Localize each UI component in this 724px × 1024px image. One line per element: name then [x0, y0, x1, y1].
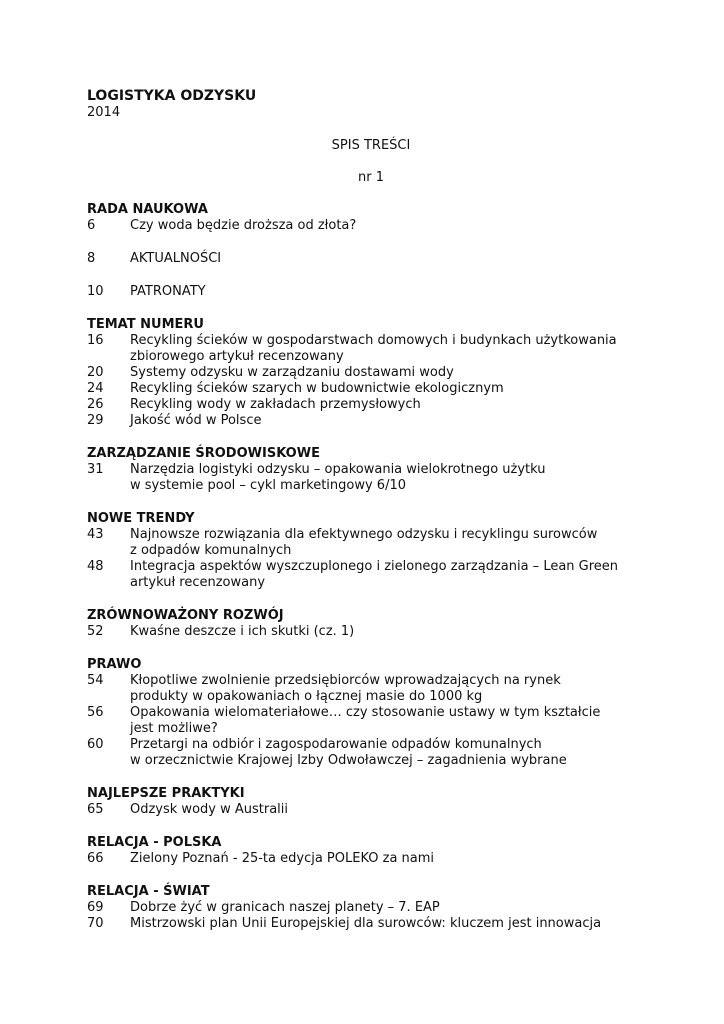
toc-section: [87, 511, 647, 591]
toc-entry: [87, 284, 647, 300]
toc-entry: [87, 916, 647, 932]
toc-section: [87, 786, 647, 818]
entry-page-number: 6: [87, 218, 96, 233]
section-gap: [87, 267, 647, 284]
journal-title: LOGISTYKA ODZYSKU: [87, 88, 257, 104]
section-title: TEMAT NUMERU: [87, 317, 204, 332]
toc-entry: [87, 851, 647, 867]
section-title: NOWE TRENDY: [87, 511, 195, 526]
entry-page-number: 20: [87, 365, 104, 380]
section-gap: [87, 867, 647, 884]
toc-section: [87, 202, 647, 234]
toc-entry: [87, 673, 647, 705]
toc-section: [87, 835, 647, 867]
toc-entry: [87, 365, 647, 381]
entry-title: Integracja aspektów wyszczuplonego i zielonego zarządzania – Lean Green artykuł recenzowany: [130, 559, 619, 590]
section-title: NAJLEPSZE PRAKTYKI: [87, 786, 245, 801]
section-gap: [87, 818, 647, 835]
toc-entry: [87, 397, 647, 413]
toc-entry: [87, 333, 647, 365]
entry-title: Zielony Poznań - 25-ta edycja POLEKO za nami: [130, 851, 435, 866]
toc-entry: [87, 737, 647, 769]
section-gap: [87, 769, 647, 786]
toc-section: [87, 251, 647, 267]
toc-entry: [87, 527, 647, 559]
section-gap: [87, 234, 647, 251]
entry-page-number: 10: [87, 284, 104, 299]
toc-entry: [87, 802, 647, 818]
entry-title: Jakość wód w Polsce: [130, 413, 262, 428]
section-title: RELACJA - POLSKA: [87, 835, 222, 850]
toc-entry: [87, 900, 647, 916]
entry-page-number: 69: [87, 900, 104, 915]
entry-page-number: 24: [87, 381, 104, 396]
entry-title: Odzysk wody w Australii: [130, 802, 289, 817]
publication-year: 2014: [87, 105, 121, 120]
section-gap: [87, 429, 647, 446]
entry-page-number: 43: [87, 527, 104, 542]
toc-section: [87, 657, 647, 769]
section-title: PRAWO: [87, 657, 142, 672]
toc-section: [87, 446, 647, 494]
entry-page-number: 48: [87, 559, 104, 574]
entry-title: Systemy odzysku w zarządzaniu dostawami wody: [130, 365, 454, 380]
toc-entry: [87, 251, 647, 267]
section-title: RELACJA - ŚWIAT: [87, 884, 210, 899]
entry-page-number: 70: [87, 916, 104, 931]
entry-page-number: 29: [87, 413, 104, 428]
toc-entry: [87, 705, 647, 737]
entry-page-number: 16: [87, 333, 104, 348]
entry-title: Kłopotliwe zwolnienie przedsiębiorców wprowadzających na rynek produkty w opakowaniach o łącznej masie do 1000 kg: [130, 673, 561, 704]
toc-heading: SPIS TREŚCI: [331, 138, 411, 153]
entry-title: Recykling ścieków szarych w budownictwie ekologicznym: [130, 381, 504, 396]
section-title: RADA NAUKOWA: [87, 202, 208, 217]
entry-title: Najnowsze rozwiązania dla efektywnego odzysku i recyklingu surowców z odpadów komunalnych: [130, 527, 598, 558]
entry-title: Opakowania wielomateriałowe… czy stosowanie ustawy w tym kształcie jest możliwe?: [130, 705, 601, 736]
toc-section: [87, 317, 647, 429]
issue-number: nr 1: [358, 170, 384, 185]
section-title: ZRÓWNOWAŻONY ROZWÓJ: [87, 608, 284, 623]
section-gap: [87, 494, 647, 511]
toc-entry: [87, 413, 647, 429]
toc-section: [87, 284, 647, 300]
entry-title: Recykling ścieków w gospodarstwach domowych i budynkach użytkowania zbiorowego artykuł recenzowany: [130, 333, 617, 364]
section-title: ZARZĄDZANIE ŚRODOWISKOWE: [87, 446, 320, 461]
table-of-contents: [87, 202, 647, 932]
entry-page-number: 8: [87, 251, 96, 266]
entry-page-number: 31: [87, 462, 104, 477]
issue-number-wrap: [0, 170, 724, 186]
toc-heading-wrap: [0, 138, 724, 154]
entry-title: Czy woda będzie droższa od złota?: [130, 218, 357, 233]
entry-title: Mistrzowski plan Unii Europejskiej dla surowców: kluczem jest innowacja: [130, 916, 602, 931]
entry-page-number: 65: [87, 802, 104, 817]
section-gap: [87, 300, 647, 317]
entry-title: PATRONATY: [130, 284, 206, 299]
entry-title: Dobrze żyć w granicach naszej planety – 7. EAP: [130, 900, 440, 915]
toc-entry: [87, 381, 647, 397]
entry-title: Recykling wody w zakładach przemysłowych: [130, 397, 421, 412]
entry-title: Przetargi na odbiór i zagospodarowanie odpadów komunalnych w orzecznictwie Krajowej Izby Odwoławczej – zagadnienia wybrane: [130, 737, 567, 768]
entry-title: Kwaśne deszcze i ich skutki (cz. 1): [130, 624, 355, 639]
toc-entry: [87, 462, 647, 494]
section-gap: [87, 640, 647, 657]
entry-title: Narzędzia logistyki odzysku – opakowania wielokrotnego użytku w systemie pool – cykl marketingowy 6/10: [130, 462, 546, 493]
toc-entry: [87, 218, 647, 234]
section-gap: [87, 591, 647, 608]
toc-entry: [87, 559, 647, 591]
entry-title: AKTUALNOŚCI: [130, 251, 222, 266]
toc-section: [87, 884, 647, 932]
toc-entry: [87, 624, 647, 640]
toc-section: [87, 608, 647, 640]
entry-page-number: 60: [87, 737, 104, 752]
entry-page-number: 54: [87, 673, 104, 688]
entry-page-number: 56: [87, 705, 104, 720]
entry-page-number: 26: [87, 397, 104, 412]
entry-page-number: 52: [87, 624, 104, 639]
entry-page-number: 66: [87, 851, 104, 866]
